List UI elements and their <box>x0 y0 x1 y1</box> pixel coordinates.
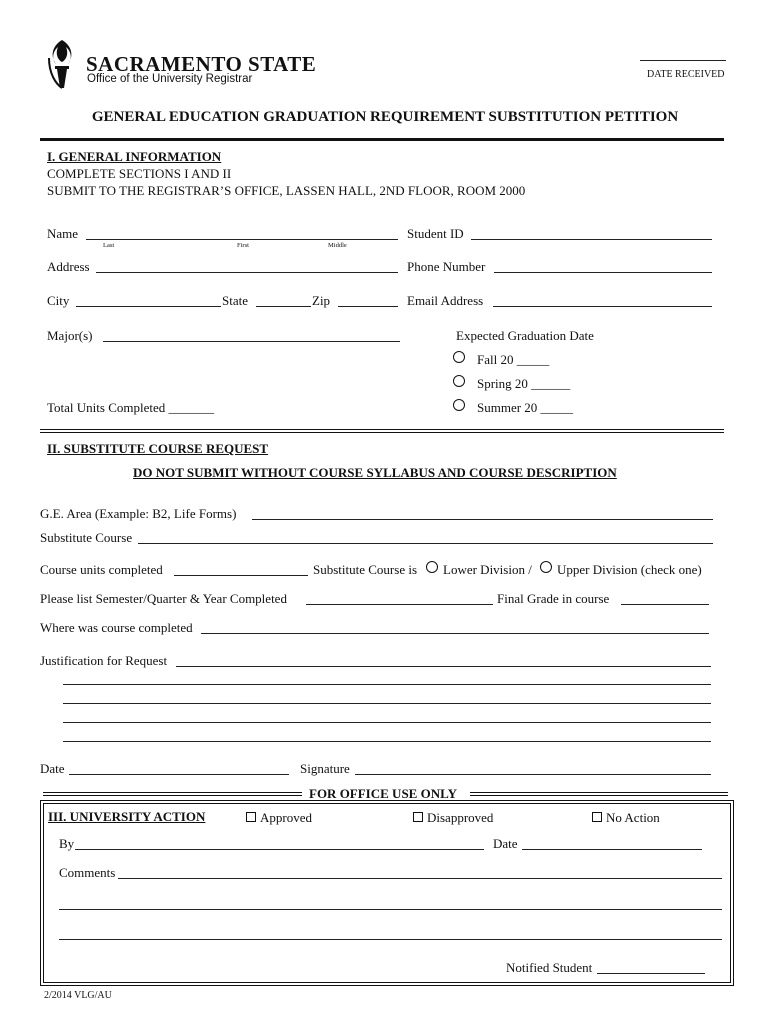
semester-completed-field[interactable] <box>306 604 493 605</box>
summer-radio[interactable] <box>453 399 465 411</box>
student-id-label: Student ID <box>407 226 464 241</box>
action-date-field[interactable] <box>522 849 702 850</box>
no-action-label: No Action <box>606 810 660 825</box>
notified-student-label: Notified Student <box>506 960 593 975</box>
section1-instruction-1: COMPLETE SECTIONS I AND II <box>47 166 232 181</box>
spring-option: Spring 20 ______ <box>477 376 571 391</box>
total-units-label[interactable]: Total Units Completed _______ <box>47 400 214 415</box>
org-name: SACRAMENTO STATE <box>86 52 317 76</box>
summer-option: Summer 20 _____ <box>477 400 574 415</box>
fall-option: Fall 20 _____ <box>477 352 550 367</box>
notified-student-field[interactable] <box>597 973 705 974</box>
justification-field-2[interactable] <box>63 684 711 685</box>
name-middle-caption: Middle <box>328 242 347 249</box>
by-field[interactable] <box>75 849 484 850</box>
by-label: By <box>59 836 75 851</box>
no-action-checkbox[interactable] <box>592 812 602 822</box>
course-units-field[interactable] <box>174 575 308 576</box>
address-label: Address <box>47 259 90 274</box>
office-banner-rule-right <box>470 792 728 796</box>
ge-area-field[interactable] <box>252 519 713 520</box>
substitute-course-field[interactable] <box>138 543 713 544</box>
name-last-caption: Last <box>103 242 115 249</box>
syllabus-notice: DO NOT SUBMIT WITHOUT COURSE SYLLABUS AND COURSE DESCRIPTION <box>133 465 617 480</box>
majors-label: Major(s) <box>47 328 93 343</box>
lower-division-label: Lower Division / <box>443 562 532 577</box>
phone-label: Phone Number <box>407 259 486 274</box>
date-received-label: DATE RECEIVED <box>647 69 725 80</box>
comments-field-3[interactable] <box>59 939 722 940</box>
expected-graduation-label: Expected Graduation Date <box>456 328 594 343</box>
action-date-label: Date <box>493 836 518 851</box>
upper-division-label: Upper Division (check one) <box>557 562 702 577</box>
name-label: Name <box>47 226 79 241</box>
torch-logo-icon <box>46 38 78 90</box>
comments-field-2[interactable] <box>59 909 722 910</box>
final-grade-field[interactable] <box>621 604 709 605</box>
substitute-is-label: Substitute Course is <box>313 562 418 577</box>
section2-heading: II. SUBSTITUTE COURSE REQUEST <box>47 441 269 456</box>
name-field[interactable] <box>86 239 398 240</box>
where-completed-field[interactable] <box>201 633 709 634</box>
approved-label: Approved <box>260 810 312 825</box>
course-units-label: Course units completed <box>40 562 163 577</box>
justification-field-3[interactable] <box>63 703 711 704</box>
city-label: City <box>47 293 70 308</box>
ge-area-label: G.E. Area (Example: B2, Life Forms) <box>40 506 237 521</box>
spring-radio[interactable] <box>453 375 465 387</box>
comments-label: Comments <box>59 865 116 880</box>
address-field[interactable] <box>96 272 398 273</box>
office-use-banner: FOR OFFICE USE ONLY <box>309 786 457 801</box>
disapproved-checkbox[interactable] <box>413 812 423 822</box>
org-subtitle: Office of the University Registrar <box>87 73 253 85</box>
date-field[interactable] <box>69 774 289 775</box>
date-label: Date <box>40 761 65 776</box>
majors-field[interactable] <box>103 341 400 342</box>
fall-radio[interactable] <box>453 351 465 363</box>
office-banner-rule-left <box>43 792 302 796</box>
phone-field[interactable] <box>494 272 712 273</box>
title-rule <box>40 138 724 141</box>
zip-label: Zip <box>312 293 331 308</box>
state-label: State <box>222 293 248 308</box>
final-grade-label: Final Grade in course <box>497 591 610 606</box>
section1-heading: I. GENERAL INFORMATION <box>47 149 222 164</box>
zip-field[interactable] <box>338 306 398 307</box>
justification-label: Justification for Request <box>40 653 168 668</box>
substitute-course-label: Substitute Course <box>40 530 133 545</box>
comments-field-1[interactable] <box>118 878 722 879</box>
section1-instruction-2: SUBMIT TO THE REGISTRAR’S OFFICE, LASSEN HALL, 2ND FLOOR, ROOM 2000 <box>47 183 526 198</box>
lower-division-radio[interactable] <box>426 561 438 573</box>
form-code: 2/2014 VLG/AU <box>44 990 112 1001</box>
state-field[interactable] <box>256 306 311 307</box>
email-field[interactable] <box>493 306 712 307</box>
where-completed-label: Where was course completed <box>40 620 193 635</box>
section-divider <box>40 429 724 433</box>
signature-field[interactable] <box>355 774 711 775</box>
date-received-line[interactable] <box>640 60 726 61</box>
approved-checkbox[interactable] <box>246 812 256 822</box>
upper-division-radio[interactable] <box>540 561 552 573</box>
city-field[interactable] <box>76 306 221 307</box>
semester-completed-label: Please list Semester/Quarter & Year Completed <box>40 591 287 606</box>
signature-label: Signature <box>300 761 350 776</box>
disapproved-label: Disapproved <box>427 810 494 825</box>
university-logo <box>46 38 78 90</box>
name-first-caption: First <box>237 242 249 249</box>
office-use-inner-box <box>43 803 731 983</box>
page-title: GENERAL EDUCATION GRADUATION REQUIREMENT SUBSTITUTION PETITION <box>91 109 679 125</box>
email-label: Email Address <box>407 293 484 308</box>
university-action-heading: III. UNIVERSITY ACTION <box>48 809 206 824</box>
justification-field-5[interactable] <box>63 741 711 742</box>
student-id-field[interactable] <box>471 239 712 240</box>
justification-field-4[interactable] <box>63 722 711 723</box>
justification-field-1[interactable] <box>176 666 711 667</box>
